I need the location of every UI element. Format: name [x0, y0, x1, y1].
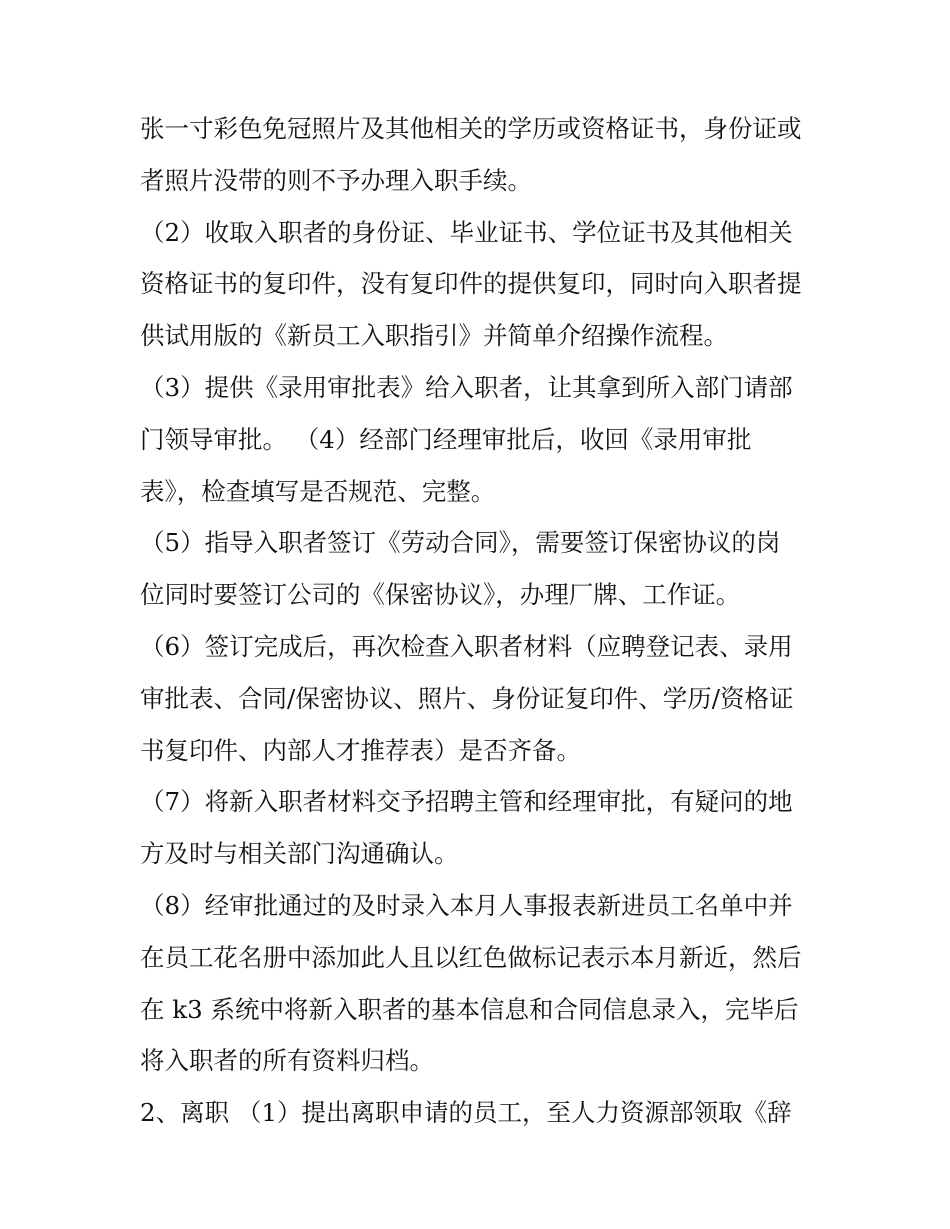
text-line: 将入职者的所有资料归档。 — [140, 1046, 434, 1076]
text-line: 位同时要签订公司的《保密协议》，办理厂牌、工作证。 — [140, 580, 741, 610]
text-line: （6）签订完成后，再次检查入职者材料（应聘登记表、录用 — [140, 631, 793, 661]
text-line: 方及时与相关部门沟通确认。 — [140, 839, 459, 869]
text-line: （8）经审批通过的及时录入本月人事报表新进员工名单中并 — [140, 890, 793, 920]
text-line: 门领导审批。 （4）经部门经理审批后，收回《录用审批 — [140, 424, 752, 454]
text-line: （5）指导入职者签订《劳动合同》，需要签订保密协议的岗 — [140, 528, 781, 558]
text-line: 张一寸彩色免冠照片及其他相关的学历或资格证书，身份证或 — [140, 114, 802, 143]
text-line: （7）将新入职者材料交予招聘主管和经理审批，有疑问的地 — [140, 787, 793, 817]
text-line: 审批表、合同/保密协议、照片、身份证复印件、学历/资格证 — [140, 683, 794, 713]
text-line: （2）收取入职者的身份证、毕业证书、学位证书及其他相关 — [140, 217, 793, 247]
text-line: 资格证书的复印件，没有复印件的提供复印，同时向入职者提 — [140, 269, 802, 299]
text-line: 表》，检查填写是否规范、完整。 — [140, 476, 496, 506]
text-line: （3）提供《录用审批表》给入职者，让其拿到所入部门请部 — [140, 372, 793, 402]
text-line: 供试用版的《新员工入职指引》并简单介绍操作流程。 — [140, 321, 728, 351]
text-line: 书复印件、内部人才推荐表）是否齐备。 — [140, 735, 581, 765]
document-body — [140, 103, 840, 1139]
text-line: 2、离职 （1）提出离职申请的员工，至人力资源部领取《辞 — [140, 1098, 792, 1128]
text-line: 者照片没带的则不予办理入职手续。 — [140, 165, 532, 195]
text-line: 在 k3 系统中将新入职者的基本信息和合同信息录入，完毕后 — [140, 994, 799, 1024]
text-line: 在员工花名册中添加此人且以红色做标记表示本月新近，然后 — [140, 942, 802, 972]
